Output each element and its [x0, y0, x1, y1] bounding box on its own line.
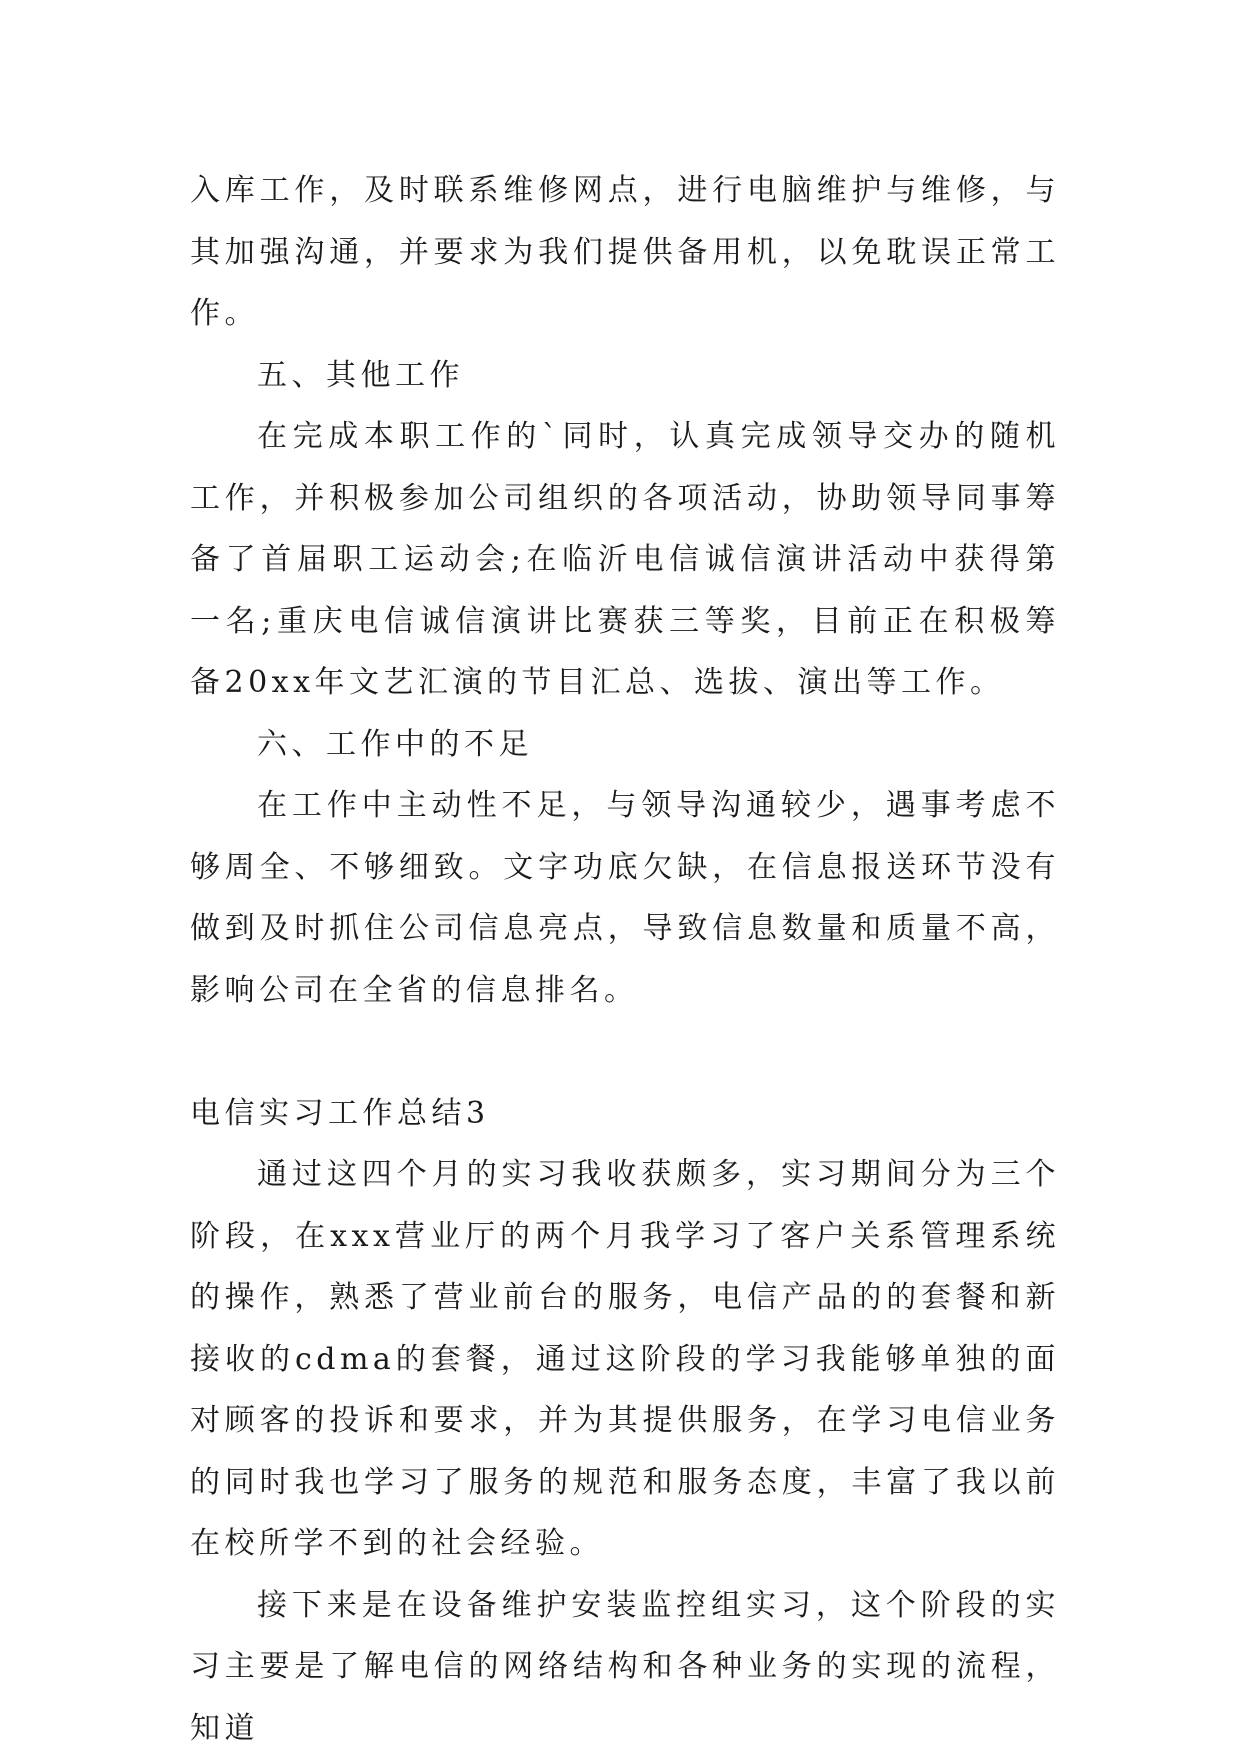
paragraph-other-work: 在完成本职工作的`同时，认真完成领导交办的随机工作，并积极参加公司组织的各项活动，协助领导同事筹备了首届职工运动会;在临沂电信诚信演讲活动中获得第一名;重庆电信诚信演讲比赛获三等奖，目前正在积极筹备20xx年文艺汇演的节目汇总、选拔、演出等工作。	[190, 406, 1060, 714]
document-section-title: 电信实习工作总结3	[190, 1083, 1060, 1145]
section-heading-shortcomings: 六、工作中的不足	[190, 714, 1060, 776]
paragraph-internship-overview: 通过这四个月的实习我收获颇多，实习期间分为三个阶段，在xxx营业厅的两个月我学习了客户关系管理系统的操作，熟悉了营业前台的服务，电信产品的的套餐和新接收的cdma的套餐，通过这阶段的学习我能够单独的面对顾客的投诉和要求，并为其提供服务，在学习电信业务的同时我也学习了服务的规范和服务态度，丰富了我以前在校所学不到的社会经验。	[190, 1144, 1060, 1575]
paragraph-shortcomings: 在工作中主动性不足，与领导沟通较少，遇事考虑不够周全、不够细致。文字功底欠缺，在信息报送环节没有做到及时抓住公司信息亮点，导致信息数量和质量不高，影响公司在全省的信息排名。	[190, 775, 1060, 1021]
section-heading-other-work: 五、其他工作	[190, 345, 1060, 407]
document-body	[190, 160, 1060, 1759]
paragraph-equipment-maintenance: 接下来是在设备维护安装监控组实习，这个阶段的实习主要是了解电信的网络结构和各种业务的实现的流程，知道	[190, 1575, 1060, 1759]
paragraph-continuation: 入库工作，及时联系维修网点，进行电脑维护与维修，与其加强沟通，并要求为我们提供备用机，以免耽误正常工作。	[190, 160, 1060, 345]
